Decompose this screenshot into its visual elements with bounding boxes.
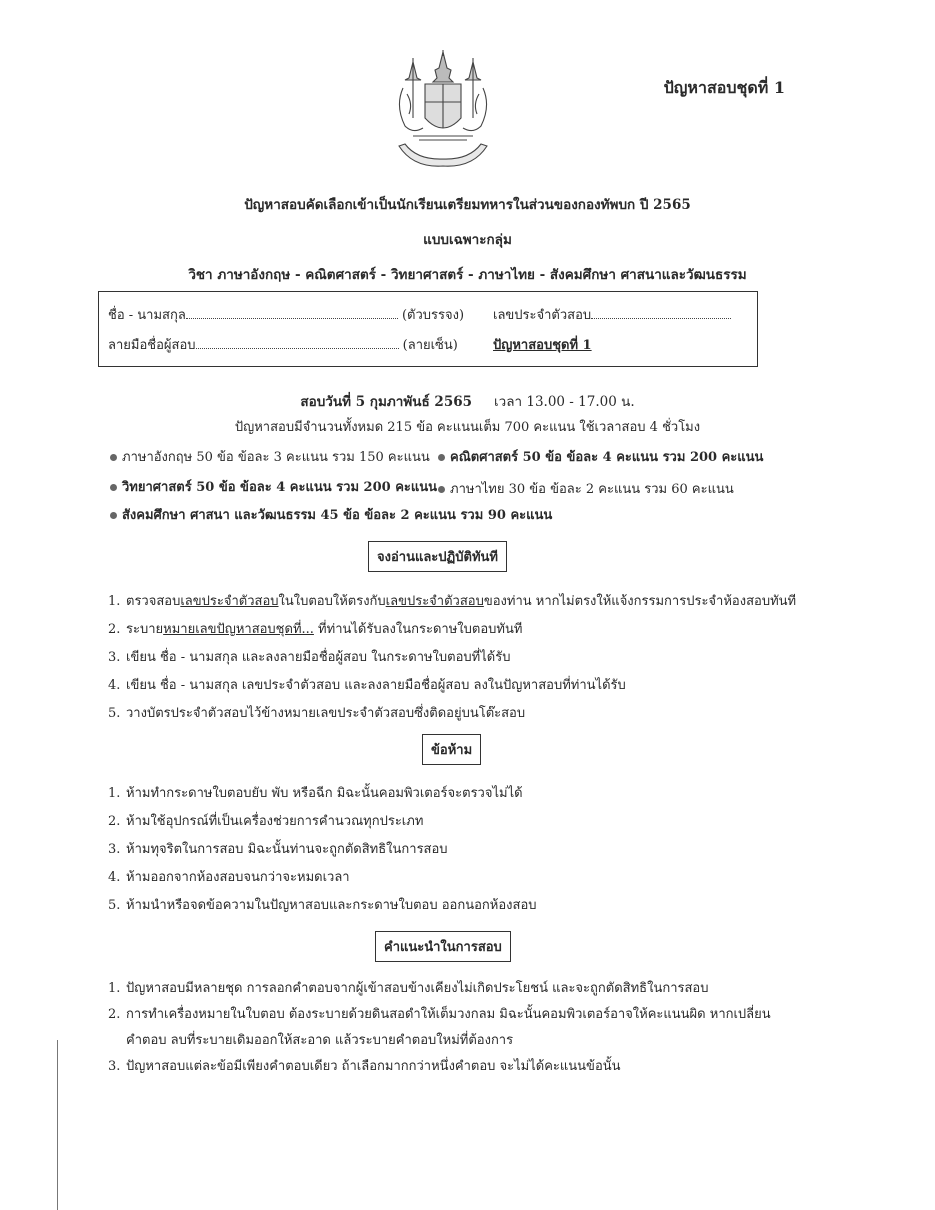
list-item: 2. การทำเครื่องหมายในใบตอบ ต้องระบายด้วยดินสอดำให้เต็มวงกลม มิฉะนั้นคอมพิวเตอร์อาจให้คะแนนผิด หากเปลี่ยน คำตอบ ลบที่ระบายเดิมออกให้สะอาด แล้วระบายคำตอบใหม่ที่ต้องการ xyxy=(108,1007,771,1048)
list-item: 5. ห้ามนำหรือจดข้อความในปัญหาสอบและกระดาษใบตอบ ออกนอกห้องสอบ xyxy=(108,898,537,913)
list-item: 3. เขียน ชื่อ - นามสกุล และลงลายมือชื่อผู้สอบ ในกระดาษใบตอบที่ได้รับ xyxy=(108,650,511,665)
candidate-info-box xyxy=(98,291,758,367)
id-row xyxy=(493,304,731,325)
prohibitions-list xyxy=(108,780,537,920)
name-label: ชื่อ - นามสกุล xyxy=(108,308,186,323)
sign-label: ลายมือชื่อผู้สอบ xyxy=(108,338,196,353)
list-item: 3. ห้ามทุจริตในการสอบ มิฉะนั้นท่านจะถูกตัดสิทธิในการสอบ xyxy=(108,842,448,857)
prohibitions-heading: ข้อห้าม xyxy=(422,734,481,765)
subject-item: คณิตศาสตร์ 50 ข้อ ข้อละ 4 คะแนน รวม 200 คะแนน xyxy=(438,446,763,467)
subject-item: ภาษาอังกฤษ 50 ข้อ ข้อละ 3 คะแนน รวม 150 คะแนน xyxy=(110,446,430,467)
subject-item: วิทยาศาสตร์ 50 ข้อ ข้อละ 4 คะแนน รวม 200 คะแนน xyxy=(110,476,437,497)
advice-heading: คำแนะนำในการสอบ xyxy=(375,931,511,962)
name-row xyxy=(108,304,464,325)
id-label: เลขประจำตัวสอบ xyxy=(493,308,592,323)
list-item: 4. เขียน ชื่อ - นามสกุล เลขประจำตัวสอบ และลงลายมือชื่อผู้สอบ ลงในปัญหาสอบที่ท่านได้รับ xyxy=(108,678,626,693)
exam-totals: ปัญหาสอบมีจำนวนทั้งหมด 215 ข้อ คะแนนเต็ม 700 คะแนน ใช้เวลาสอบ 4 ชั่วโมง xyxy=(234,420,701,435)
subject-item: ภาษาไทย 30 ข้อ ข้อละ 2 คะแนน รวม 60 คะแนน xyxy=(438,478,734,499)
set-number-label: ปัญหาสอบชุดที่ 1 xyxy=(663,78,785,97)
sign-field[interactable] xyxy=(196,338,399,349)
set-number-box-label: ปัญหาสอบชุดที่ 1 xyxy=(493,338,592,353)
list-item: 5. วางบัตรประจำตัวสอบไว้ข้างหมายเลขประจำตัวสอบซึ่งติดอยู่บนโต๊ะสอบ xyxy=(108,706,526,721)
name-field[interactable] xyxy=(186,308,398,319)
list-item: 1. ตรวจสอบเลขประจำตัวสอบในใบตอบให้ตรงกับเลขประจำตัวสอบของท่าน หากไม่ตรงให้แจ้งกรรมการประจำห้องสอบทันที xyxy=(108,594,797,609)
exam-type: แบบเฉพาะกลุ่ม xyxy=(423,232,512,248)
royal-emblem-logo xyxy=(383,48,503,173)
list-item: 2. ห้ามใช้อุปกรณ์ที่เป็นเครื่องช่วยการคำนวณทุกประเภท xyxy=(108,814,424,829)
exam-title: ปัญหาสอบคัดเลือกเข้าเป็นนักเรียนเตรียมทหารในส่วนของกองทัพบก ปี 2565 xyxy=(244,197,691,213)
instructions-list xyxy=(108,588,796,728)
exam-subjects-title: วิชา ภาษาอังกฤษ - คณิตศาสตร์ - วิทยาศาสตร์ - ภาษาไทย - สังคมศึกษา ศาสนาและวัฒนธรรม xyxy=(188,267,747,283)
exam-date-line xyxy=(0,390,935,412)
scan-edge-line xyxy=(57,1040,58,1210)
instructions-heading: จงอ่านและปฏิบัติทันที xyxy=(368,541,507,572)
subject-item: สังคมศึกษา ศาสนา และวัฒนธรรม 45 ข้อ ข้อละ 2 คะแนน รวม 90 คะแนน xyxy=(110,504,552,525)
list-item: 4. ห้ามออกจากห้องสอบจนกว่าจะหมดเวลา xyxy=(108,870,350,885)
bullet-icon xyxy=(110,512,117,519)
bullet-icon xyxy=(438,486,445,493)
list-item: 2. ระบายหมายเลขปัญหาสอบชุดที่... ที่ท่านได้รับลงในกระดาษใบตอบทันที xyxy=(108,622,523,637)
list-item: 1. ห้ามทำกระดาษใบตอบยับ พับ หรือฉีก มิฉะนั้นคอมพิวเตอร์จะตรวจไม่ได้ xyxy=(108,786,523,801)
list-item: 3. ปัญหาสอบแต่ละข้อมีเพียงคำตอบเดียว ถ้าเลือกมากกว่าหนึ่งคำตอบ จะไม่ได้คะแนนข้อนั้น xyxy=(108,1059,621,1074)
exam-date: สอบวันที่ 5 กุมภาพันธ์ 2565 xyxy=(300,394,473,410)
bullet-icon xyxy=(110,484,117,491)
bullet-icon xyxy=(110,454,117,461)
sign-suffix: (ลายเซ็น) xyxy=(402,338,458,353)
id-field[interactable] xyxy=(591,308,731,319)
list-item: 1. ปัญหาสอบมีหลายชุด การลอกคำตอบจากผู้เข้าสอบข้างเคียงไม่เกิดประโยชน์ และจะถูกตัดสิทธิในการสอบ xyxy=(108,981,709,996)
bullet-icon xyxy=(438,454,445,461)
sign-row xyxy=(108,334,458,355)
name-suffix: (ตัวบรรจง) xyxy=(401,308,465,323)
exam-time: เวลา 13.00 - 17.00 น. xyxy=(494,394,635,410)
advice-list xyxy=(108,976,771,1080)
